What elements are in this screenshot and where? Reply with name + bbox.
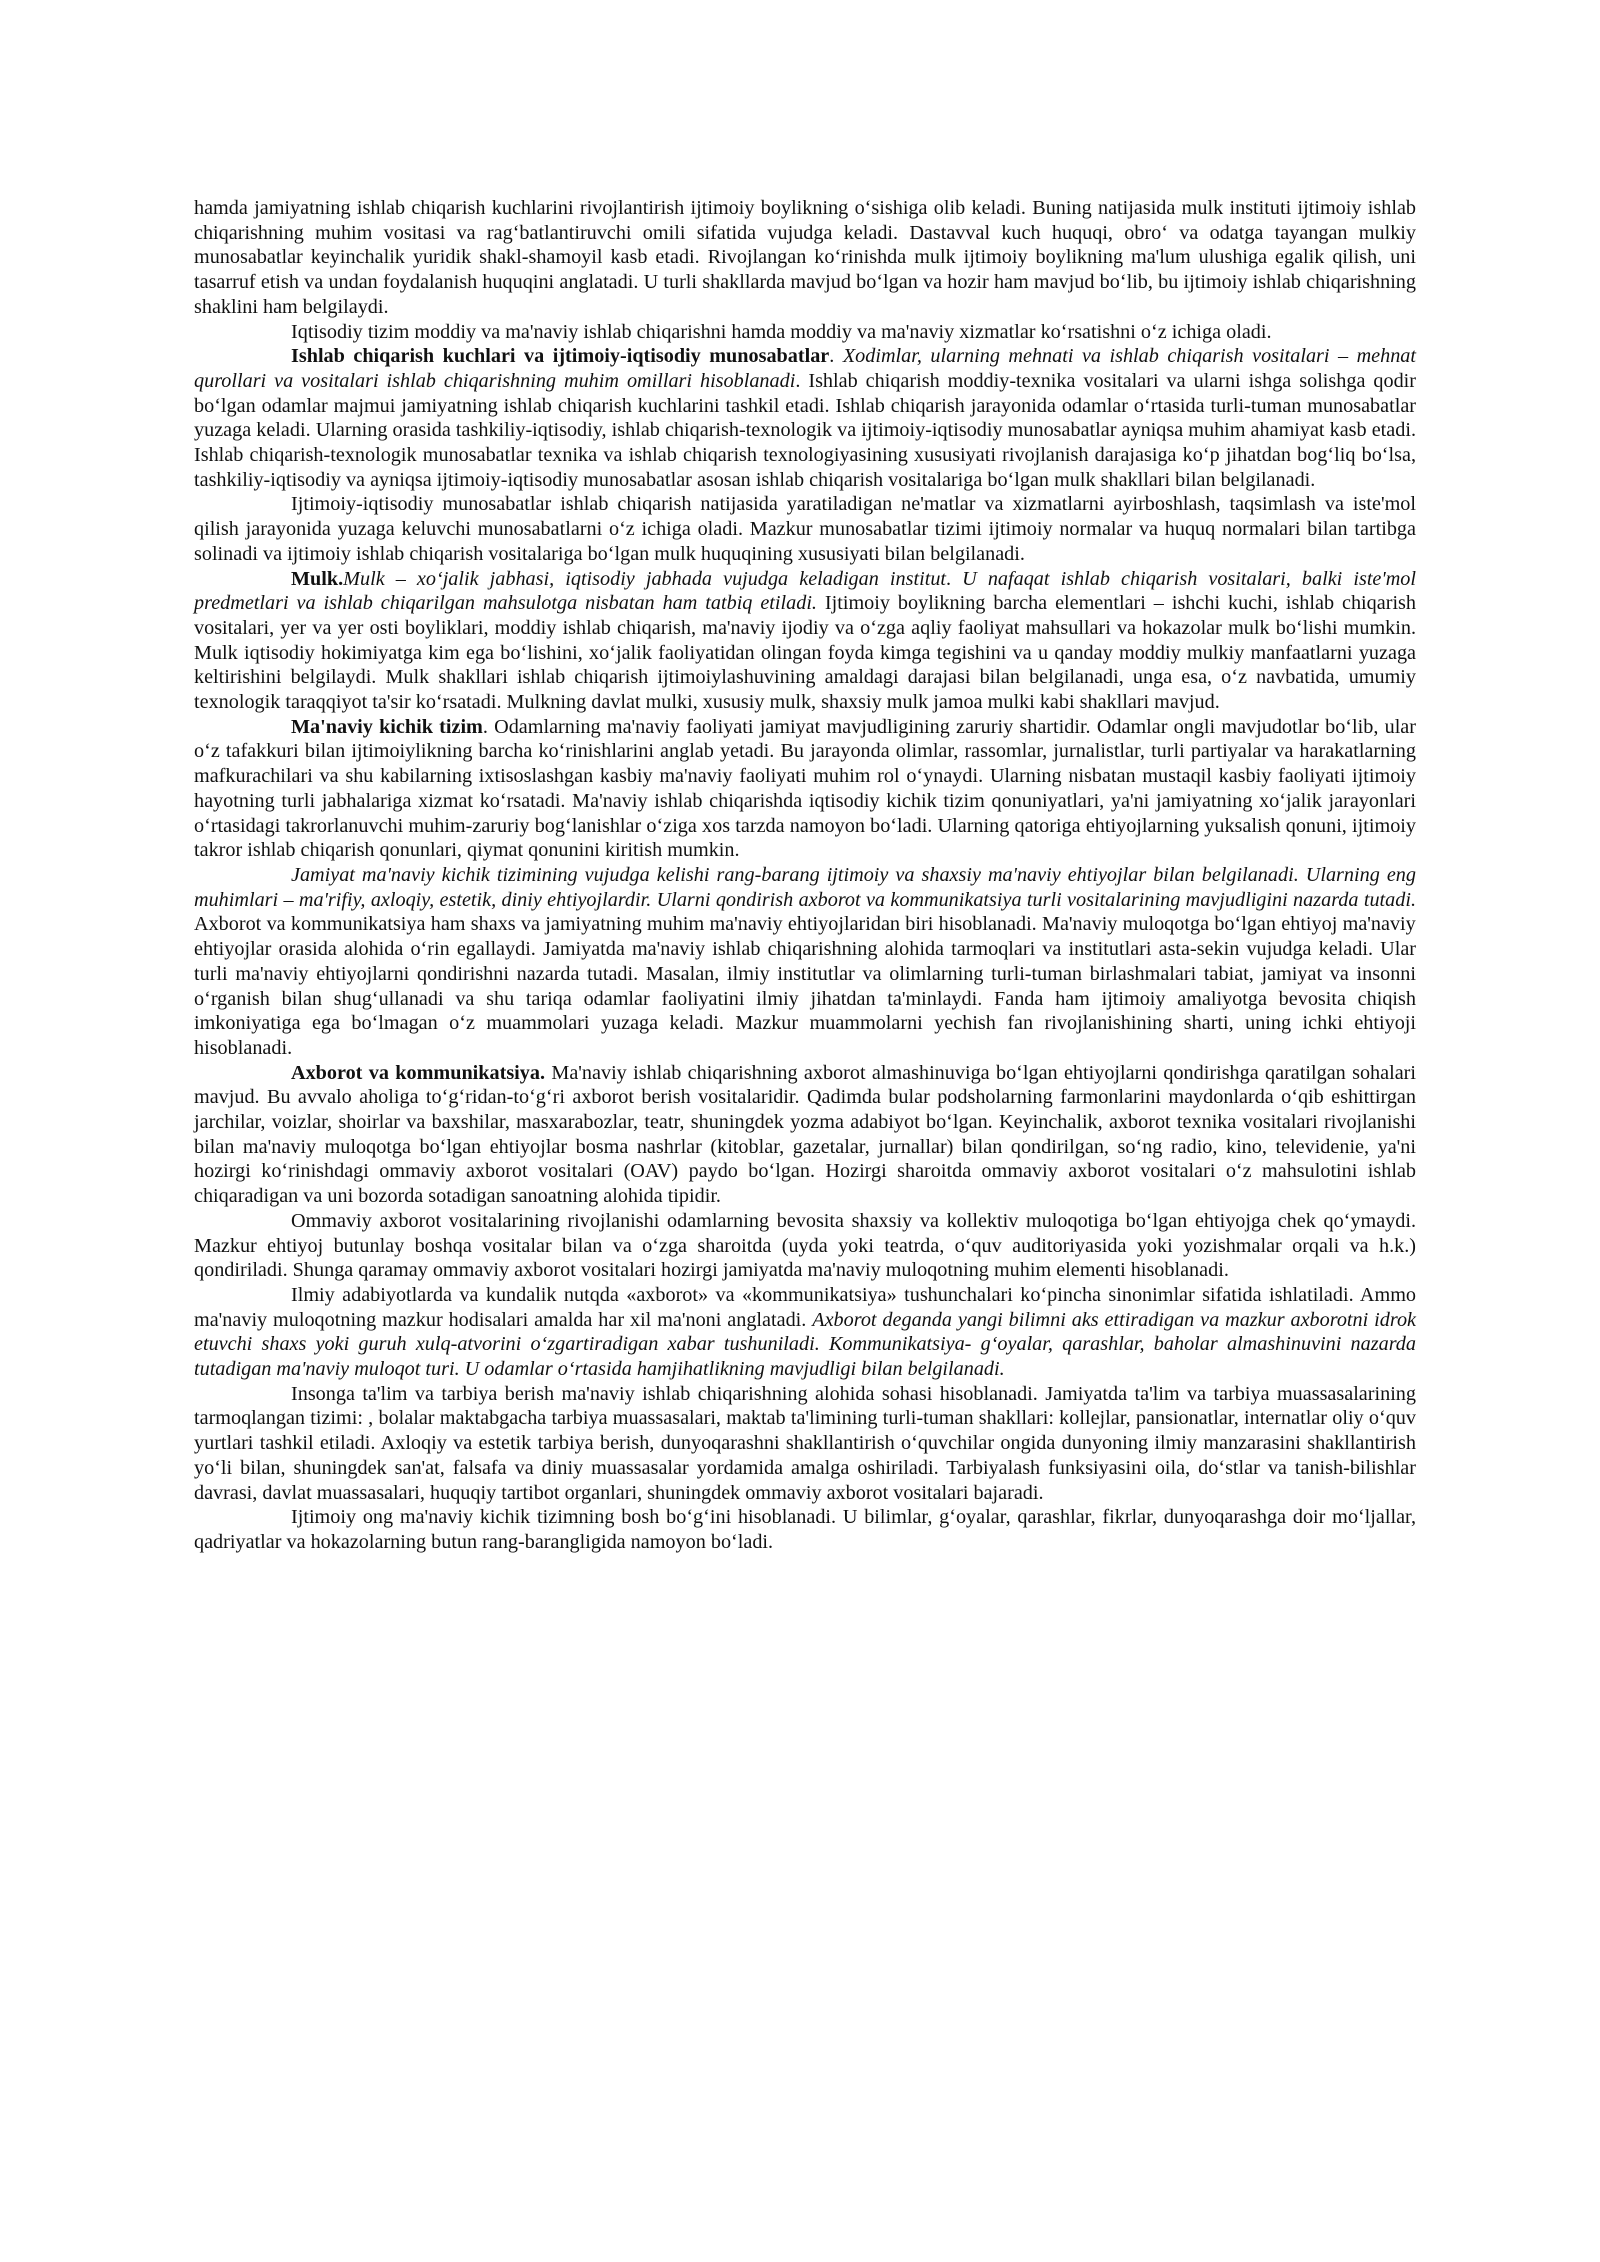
italic-definition: Mulk – xo‘jalik jabhasi, iqtisodiy jabhada vujudga keladigan institut <box>343 567 947 590</box>
italic-definition: Jamiyat ma'naviy kichik tizimining vujudga kelishi rang-barang ijtimoiy va shaxsiy ma'naviy ehtiyojlar bilan belgilanadi. Ularning eng muhimlari – ma'rifiy, axloqiy, estetik, diniy ehtiyojlardir. Ularni qondirish axborot va kommunikatsiya turli vositalarining mavjudligini nazarda tutadi. <box>194 863 1416 911</box>
paragraph-text: Insonga ta'lim va tarbiya berish ma'naviy ishlab chiqarishning alohida sohasi hisoblanadi. Jamiyatda ta'lim va tarbiya muassasalarining tarmoqlangan tizimi: , bolalar maktabgacha tarbiya muassasalari, maktab ta'limining turli-tuman shakllari: kollejlar, pansionatlar, internatlar oliy o‘quv yurtlari tashkil etiladi. Axloqiy va estetik tarbiya berish, dunyoqarashni shakllantirish o‘quvchilar ongida dunyoning ilmiy manzarasini shakllantirish yo‘li bilan, shuningdek san'at, falsafa va diniy muassasalar yordamida amalga oshiriladi. Tarbiyalash funksiyasini oila, do‘stlar va tanish-bilishlar davrasi, davlat muassasalari, huquqiy tartibot organlari, shuningdek ommaviy axborot vositalari bajaradi. <box>194 1382 1416 1504</box>
section-heading: Axborot va kommunikatsiya. <box>291 1061 546 1084</box>
paragraph-ommaviy-axborot <box>194 1209 1416 1283</box>
paragraph-text: Ilmiy adabiyotlarda va kundalik nutqda «axborot» va «kommunikatsiya» tushunchalari ko‘pincha sinonimlar sifatida ishlatiladi. Ammo ma'naviy muloqotning mazkur hodisalari amalda har xil ma'noni anglatadi. <box>194 1283 1416 1331</box>
italic-definition: Axborot deganda yangi bilimni aks ettiradigan va mazkur axborotni idrok etuvchi shaxs yoki guruh xulq-atvorini o‘zgartiradigan xabar tushuniladi. Kommunikatsiya- g‘oyalar, qarashlar, baholar almashinuvini nazarda tutadigan ma'naviy muloqot turi. U odamlar o‘rtasida hamjihatlikning mavjudligi bilan belgilanadi. <box>194 1308 1416 1381</box>
paragraph-ijtimoiy-iqtisodiy-munosabatlar <box>194 492 1416 566</box>
section-heading: Ishlab chiqarish kuchlari va ijtimoiy-iqtisodiy munosabatlar <box>291 345 830 368</box>
paragraph-text: Iqtisodiy tizim moddiy va ma'naviy ishlab chiqarishni hamda moddiy va ma'naviy xizmatlar ko‘rsatishni o‘z ichiga oladi. <box>291 320 1272 343</box>
paragraph-text: . <box>829 345 843 368</box>
paragraph-ijtimoiy-ong <box>194 1505 1416 1554</box>
paragraph-text: Axborot va kommunikatsiya ham shaxs va jamiyatning muhim ma'naviy ehtiyojlaridan biri hisoblanadi. Ma'naviy muloqotga bo‘lgan ehtiyoj ma'naviy ehtiyojlar orasida alohida o‘rin egallaydi. Jamiyatda ma'naviy ishlab chiqarishning alohida tarmoqlari va institutlari asta-sekin vujudga keladi. Ular turli ma'naviy ehtiyojlarni qondirishni nazarda tutadi. Masalan, ilmiy institutlar va olimlarning turli-tuman birlashmalari tabiat, jamiyat va insonni o‘rganish bilan shug‘ullanadi va shu tariqa odamlar faoliyatini ilmiy jihatdan ta'minlaydi. Fanda ham ijtimoiy amaliyotga bevosita chiqish imkoniyatiga ega bo‘lmagan o‘z muammolari yuzaga keladi. Mazkur muammolarni yechish fan rivojlanishining sharti, uning ichki ehtiyoji hisoblanadi. <box>194 913 1416 1059</box>
paragraph-axborot-va-kommunikatsiya <box>194 1061 1416 1209</box>
paragraph-talim-va-tarbiya <box>194 1382 1416 1506</box>
paragraph-mulk-instituti <box>194 196 1416 320</box>
paragraph-ilmiy-adabiyotlar <box>194 1283 1416 1382</box>
paragraph-manaviy-ehtiyojlar <box>194 863 1416 1061</box>
paragraph-mulk <box>194 567 1416 715</box>
italic-definition: U nafaqat ishlab chiqarish vositalari, balki iste'mol predmetlari va ishlab chiqarilgan mahsulotga nisbatan ham tatbiq etiladi. <box>194 567 1416 615</box>
paragraph-text: Ijtimoiy boylikning barcha elementlari – ishchi kuchi, ishlab chiqarish vositalari, yer va yer osti boyliklari, moddiy ishlab chiqarish, ma'naviy ijodiy va o‘zga aqliy faoliyat mahsullari va hokazolar mulk bo‘lishi mumkin. Mulk iqtisodiy hokimiyatga kim ega bo‘lishini, xo‘jalik faoliyatidan olingan foyda kimga tegishini va u qanday moddiy mulkiy manfaatlarni yuzaga keltirishini belgilaydi. Mulk shakllari ishlab chiqarish ijtimoiylashuvining amaldagi darajasi bilan belgilanadi, unga esa, o‘z navbatida, umumiy texnologik taraqqiyot ta'sir ko‘rsatadi. Mulkning davlat mulki, xususiy mulk, shaxsiy mulk jamoa mulki kabi shakllari mavjud. <box>194 592 1417 714</box>
paragraph-ishlab-chiqarish-kuchlari <box>194 344 1416 492</box>
paragraph-text: . Odamlarning ma'naviy faoliyati jamiyat mavjudligining zaruriy shartidir. Odamlar ongli mavjudotlar bo‘lib, ular o‘z tafakkuri bilan ijtimoiylikning barcha ko‘rinishlarini anglab yetadi. Bu jarayonda olimlar, rassomlar, jurnalistlar, turli partiyalar va harakatlarning mafkurachilari va shu kabilarning ixtisoslashgan kasbiy ma'naviy faoliyati muhim rol o‘ynaydi. Ularning nisbatan mustaqil kasbiy faoliyati ijtimoiy hayotning turli jabhalariga xizmat ko‘rsatadi. Ma'naviy ishlab chiqarishda iqtisodiy kichik tizim qonuniyatlari, ya'ni jamiyatning xo‘jalik jarayonlari o‘rtasidagi takrorlanuvchi muhim-zaruriy bog‘lanishlar o‘ziga xos tarzda namoyon bo‘ladi. Ularning qatoriga ehtiyojlarning yuksalish qonuni, ijtimoiy takror ishlab chiqarish qonunlari, qiymat qonunini kiritish mumkin. <box>194 715 1416 862</box>
paragraph-text: Ijtimoiy ong ma'naviy kichik tizimning bosh bo‘g‘ini hisoblanadi. U bilimlar, g‘oyalar, qarashlar, fikrlar, dunyoqarashga doir mo‘ljallar, qadriyatlar va hokazolarning butun rang-barangligida namoyon bo‘ladi. <box>194 1506 1416 1553</box>
paragraph-text: Ijtimoiy-iqtisodiy munosabatlar ishlab chiqarish natijasida yaratiladigan ne'matlar va xizmatlarni ayirboshlash, taqsimlash va iste'mol qilish jarayonida yuzaga keluvchi munosabatlarni o‘z ichiga oladi. Mazkur munosabatlar tizimi ijtimoiy normalar va huquq normalari bilan tartibga solinadi va ijtimoiy ishlab chiqarish vositalariga bo‘lgan mulk huquqining xususiyati bilan belgilanadi. <box>194 493 1416 565</box>
italic-definition: Xodimlar, ularning mehnati va ishlab chiqarish vositalari – mehnat qurollari va vositalari ishlab chiqarishning muhim omillari hisoblanadi <box>194 345 1417 392</box>
paragraph-iqtisodiy-tizim <box>194 320 1416 345</box>
paragraph-text: . Ishlab chiqarish moddiy-texnika vositalari va ularni ishga solishga qodir bo‘lgan odamlar majmui jamiyatning ishlab chiqarish kuchlarini tashkil etadi. Ishlab chiqarish jarayonida odamlar o‘rtasida turli-tuman munosabatlar yuzaga keladi. Ularning orasida tashkiliy-iqtisodiy, ishlab chiqarish-texnologik va ijtimoiy-iqtisodiy munosabatlar ayniqsa muhim ahamiyat kasb etadi. Ishlab chiqarish-texnologik munosabatlar texnika va ishlab chiqarish texnologiyasining xususiyati rivojlanish darajasiga ko‘p jihatdan bog‘liq bo‘lsa, tashkiliy-iqtisodiy va ayniqsa ijtimoiy-iqtisodiy munosabatlar asosan ishlab chiqarish vositalariga bo‘lgan mulk shakllari bilan belgilanadi. <box>194 369 1417 491</box>
paragraph-text: Ommaviy axborot vositalarining rivojlanishi odamlarning bevosita shaxsiy va kollektiv muloqotiga bo‘lgan ehtiyojga chek qo‘ymaydi. Mazkur ehtiyoj butunlay boshqa vositalar bilan va o‘zga sharoitda (uyda yoki teatrda, o‘quv auditoriyasida yoki yozishmalar orqali va h.k.) qondiriladi. Shunga qaramay ommaviy axborot vositalari hozirgi jamiyatda ma'naviy muloqotning muhim elementi hisoblanadi. <box>194 1209 1416 1282</box>
paragraph-text: hamda jamiyatning ishlab chiqarish kuchlarini rivojlantirish ijtimoiy boylikning o‘sishiga olib keladi. Buning natijasida mulk instituti ijtimoiy ishlab chiqarishning muhim vositasi va rag‘batlantiruvchi omili sifatida vujudga keladi. Dastavval kuch huquqi, obro‘ va odatga tayangan mulkiy munosabatlar keyinchalik yuridik shakl-shamoyil kasb etadi. Rivojlangan ko‘rinishda mulk ijtimoiy boylikning ma'lum ulushiga egalik qilish, uni tasarruf etish va undan foydalanish huquqini anglatadi. U turli shakllarda mavjud bo‘lgan va hozir ham mavjud bo‘lib, bu ijtimoiy ishlab chiqarishning shaklini ham belgilaydi. <box>194 197 1416 318</box>
paragraph-text: . <box>946 567 963 590</box>
paragraph-text: Ma'naviy ishlab chiqarishning axborot almashinuviga bo‘lgan ehtiyojlarni qondirishga qaratilgan sohalari mavjud. Bu avvalo aholiga to‘g‘ridan-to‘g‘ri axborot berish vositalaridir. Qadimda bular podsholarning farmonlarini maydonlarda o‘qib eshittirgan jarchilar, voizlar, shoirlar va baxshilar, masxarabozlar, teatr, shuningdek yozma adabiyot bo‘lgan. Keyinchalik, axborot texnika vositalari rivojlanishi bilan ma'naviy muloqotga bo‘lgan ehtiyojlar bosma nashrlar (kitoblar, gazetalar, jurnallar) bilan qondirilgan, so‘ng radio, kino, televidenie, ya'ni hozirgi ko‘rinishdagi ommaviy axborot vositalari (OAV) paydo bo‘lgan. Hozirgi sharoitda ommaviy axborot vositalari o‘z mahsulotini ishlab chiqaradigan va uni bozorda sotadigan sanoatning alohida tipidir. <box>194 1061 1416 1208</box>
section-heading: Mulk. <box>291 567 344 590</box>
section-heading: Ma'naviy kichik tizim <box>291 715 483 738</box>
paragraph-manaviy-kichik-tizim <box>194 715 1416 863</box>
